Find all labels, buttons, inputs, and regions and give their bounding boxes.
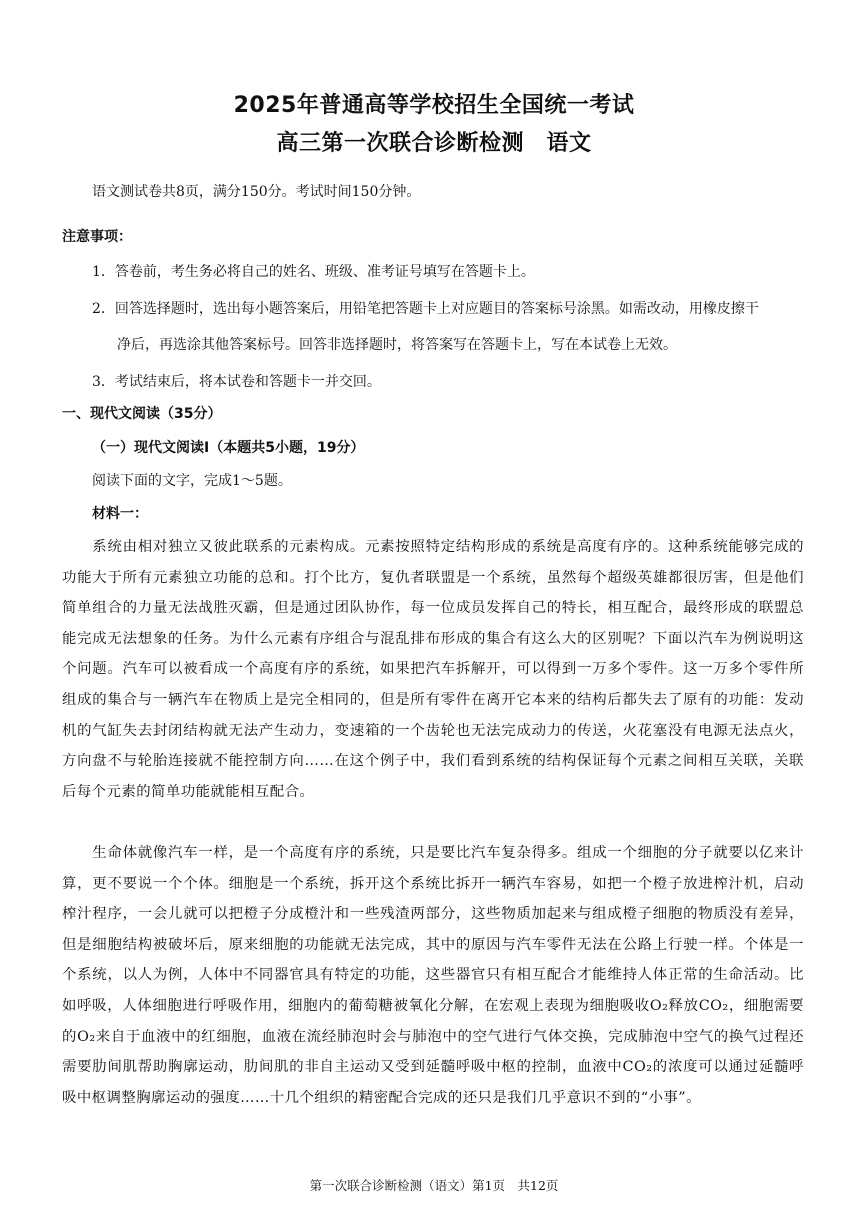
reading-instruction: 阅读下面的文字，完成1～5题。 xyxy=(92,473,292,489)
passage-paragraph-2 xyxy=(62,838,804,1113)
exam-subtitle: 高三第一次联合诊断检测 语文 xyxy=(276,131,592,156)
section-heading: 一、现代文阅读（35分） xyxy=(62,406,222,422)
notes-item-1: 1．答卷前，考生务必将自己的姓名、班级、准考证号填写在答题卡上。 xyxy=(92,264,535,280)
exam-title: 2025年普通高等学校招生全国统一考试 xyxy=(233,93,635,118)
notes-heading: 注意事项： xyxy=(62,229,132,245)
notes-item-2-continued: 净后，再选涂其他答案标号。回答非选择题时，将答案写在答题卡上，写在本试卷上无效。 xyxy=(117,337,677,353)
notes-item-3: 3．考试结束后，将本试卷和答题卡一并交回。 xyxy=(92,374,381,390)
passage-paragraph-1 xyxy=(62,532,804,807)
exam-intro: 语文测试卷共8页，满分150分。考试时间150分钟。 xyxy=(92,184,421,200)
passage-paragraph-1-text: 系统由相对独立又彼此联系的元素构成。元素按照特定结构形成的系统是高度有序的。这种系统能够完成的功能大于所有元素独立功能的总和。打个比方，复仇者联盟是一个系统，虽然每个超级英雄都很厉害，但是他们简单组合的力量无法战胜灭霸，但是通过团队协作，每一位成员发挥自己的特长，相互配合，最终形成的联盟总能完成无法想象的任务。为什么元素有序组合与混乱排布形成的集合有这么大的区别呢？下面以汽车为例说明这个问题。汽车可以被看成一个高度有序的系统，如果把汽车拆解开，可以得到一万多个零件。这一万多个零件所组成的集合与一辆汽车在物质上是完全相同的，但是所有零件在离开它本来的结构后都失去了原有的功能：发动机的气缸失去封闭结构就无法产生动力，变速箱的一个齿轮也无法完成动力的传送，火花塞没有电源无法点火，方向盘不与轮胎连接就不能控制方向……在这个例子中，我们看到系统的结构保证每个元素之间相互关联，关联后每个元素的简单功能就能相互配合。 xyxy=(62,539,804,800)
passage-paragraph-2-text: 生命体就像汽车一样，是一个高度有序的系统，只是要比汽车复杂得多。组成一个细胞的分子就要以亿来计算，更不要说一个个体。细胞是一个系统，拆开这个系统比拆开一辆汽车容易，如把一个橙子放进榨汁机，启动榨汁程序，一会儿就可以把橙子分成橙汁和一些残渣两部分，这些物质加起来与组成橙子细胞的物质没有差异，但是细胞结构被破坏后，原来细胞的功能就无法完成，其中的原因与汽车零件无法在公路上行驶一样。个体是一个系统，以人为例，人体中不同器官具有特定的功能，这些器官只有相互配合才能维持人体正常的生命活动。比如呼吸，人体细胞进行呼吸作用，细胞内的葡萄糖被氧化分解，在宏观上表现为细胞吸收O₂释放CO₂，细胞需要的O₂来自于血液中的红细胞，血液在流经肺泡时会与肺泡中的空气进行气体交换，完成肺泡中空气的换气过程还需要肋间肌帮助胸廓运动，肋间肌的非自主运动又受到延髓呼吸中枢的控制，血液中CO₂的浓度可以通过延髓呼吸中枢调整胸廓运动的强度……十几个组织的精密配合完成的还只是我们几乎意识不到的“小事”。 xyxy=(62,845,804,1106)
page-footer: 第一次联合诊断检测（语文）第1页 共12页 xyxy=(309,1178,559,1193)
material-label: 材料一： xyxy=(92,506,148,522)
subsection-heading: （一）现代文阅读Ⅰ（本题共5小题，19分） xyxy=(92,440,365,456)
notes-item-2: 2．回答选择题时，选出每小题答案后，用铅笔把答题卡上对应题目的答案标号涂黑。如需改动，用橡皮擦干 xyxy=(92,301,759,317)
